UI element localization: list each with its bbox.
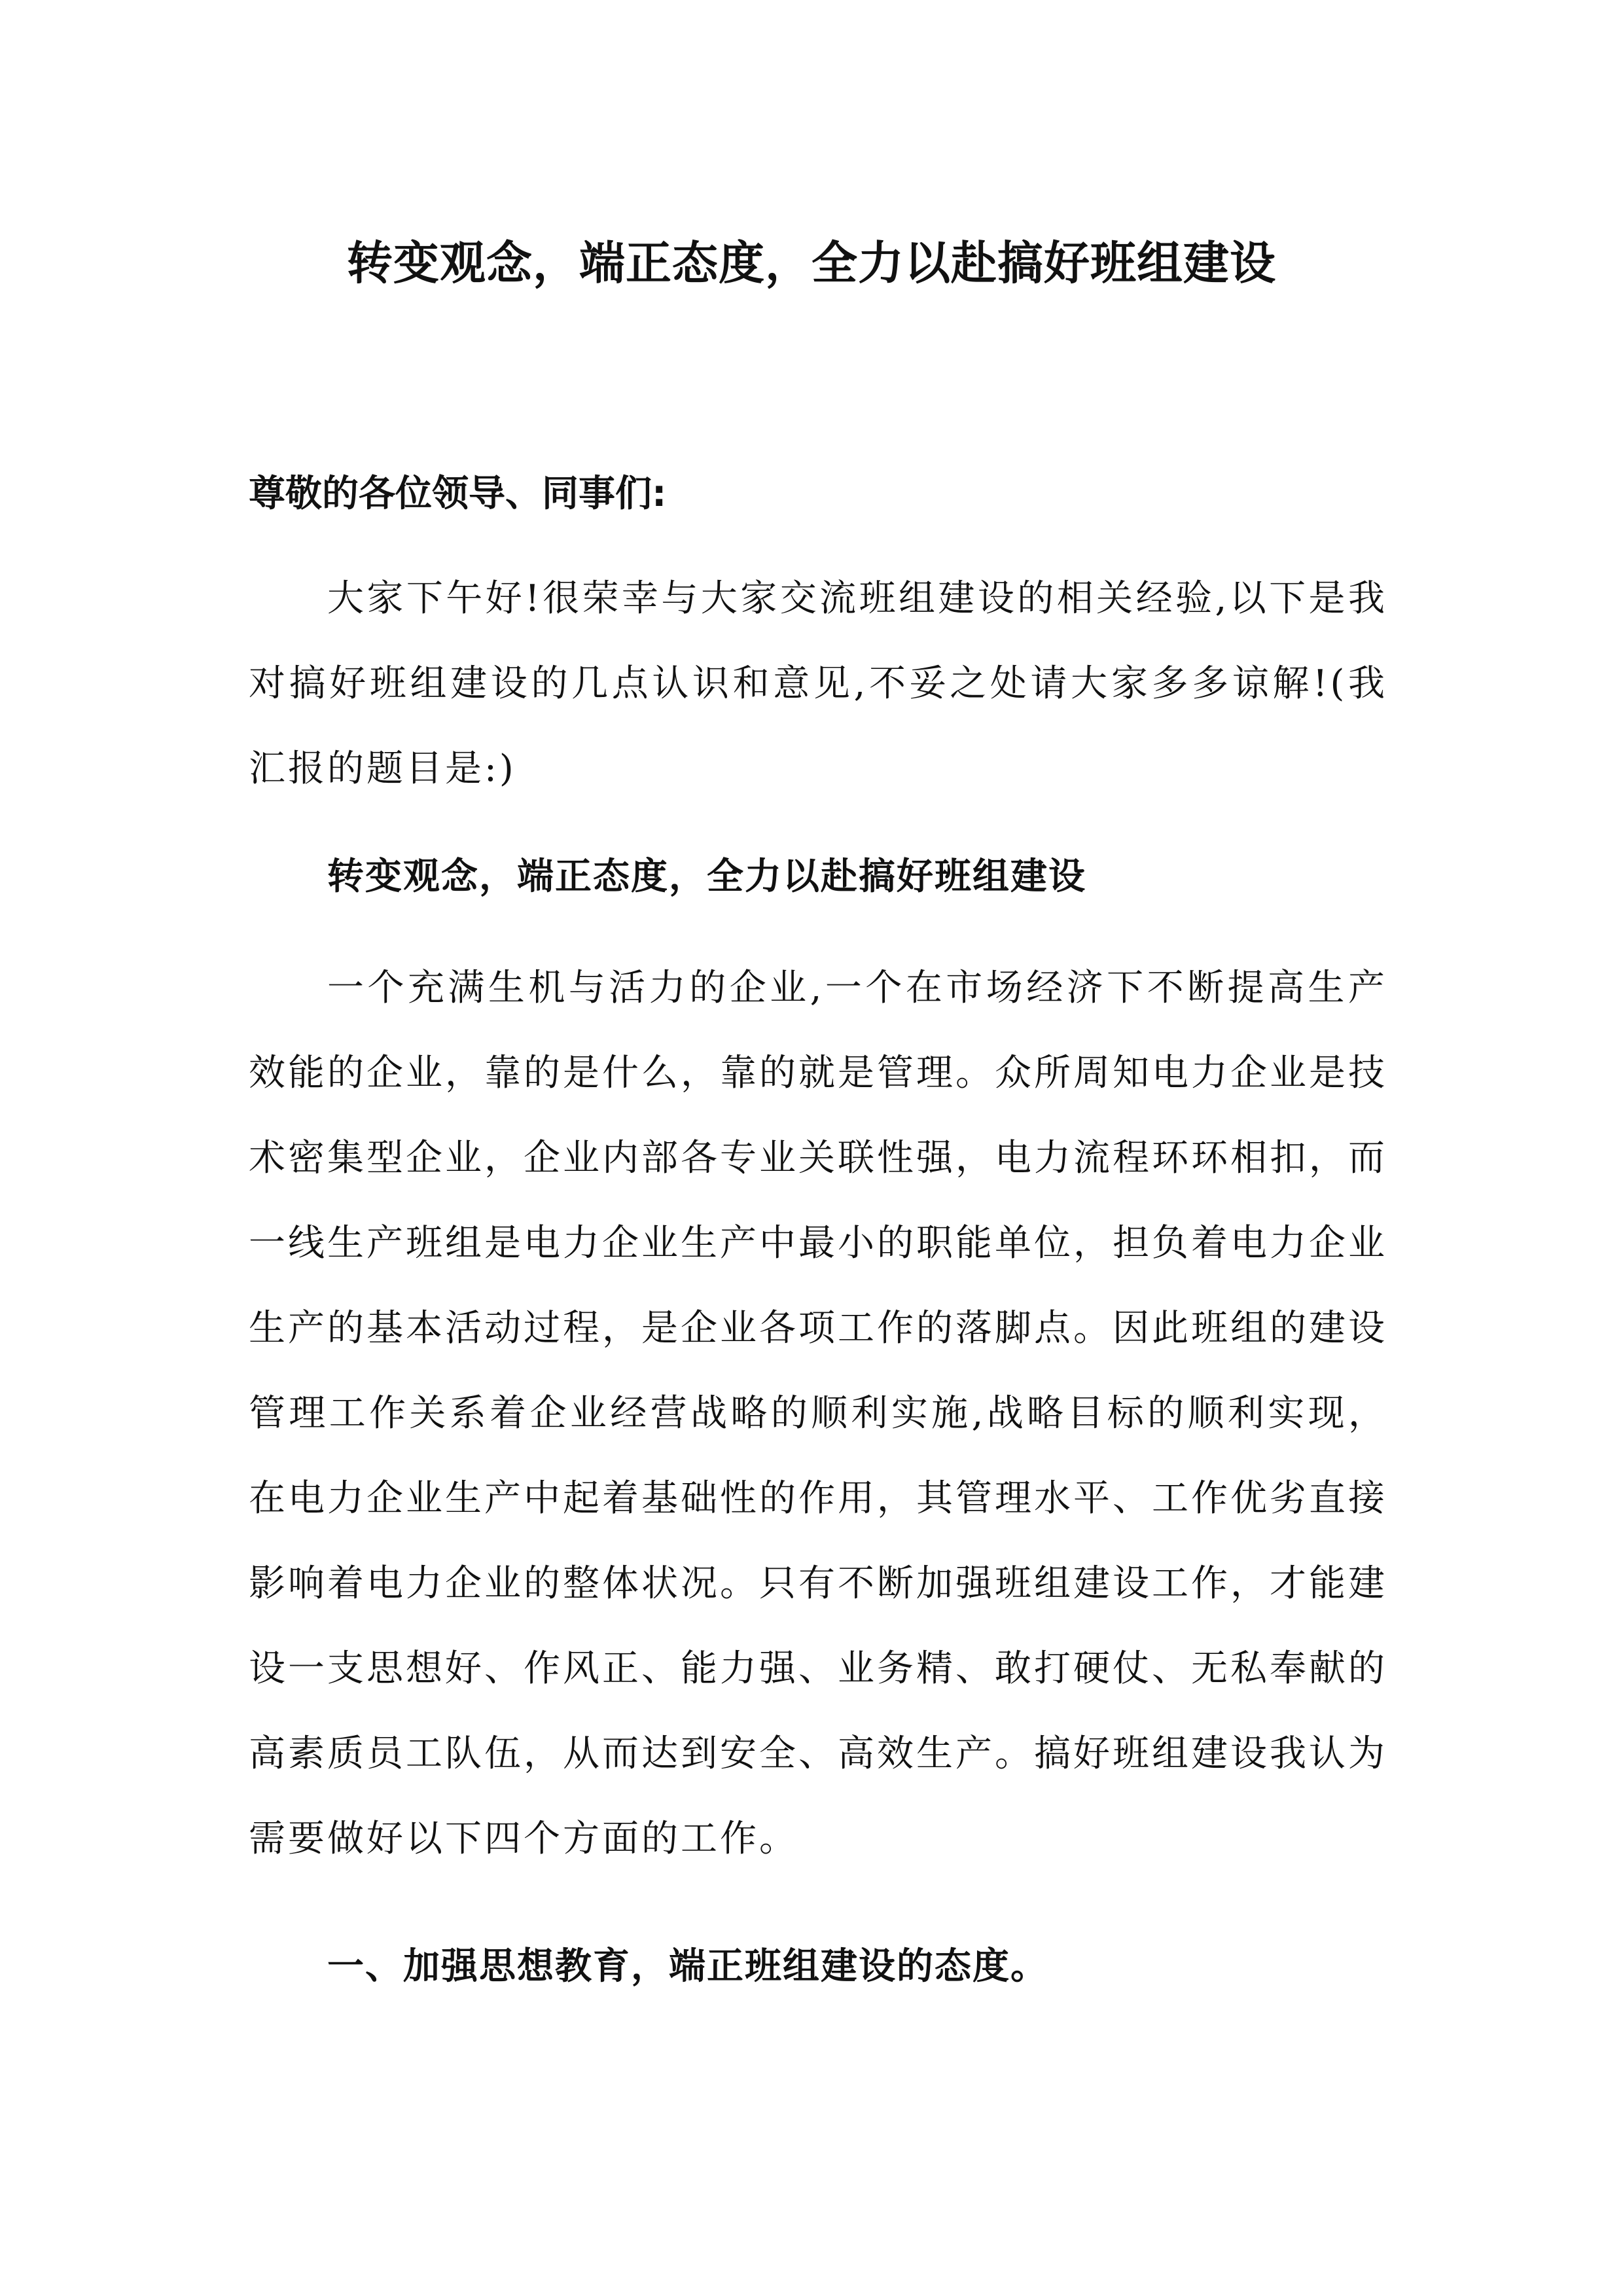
report-title-line: 转变观念，端正态度，全力以赴搞好班组建设	[327, 855, 1086, 898]
document-title: 转变观念，端正态度，全力以赴搞好班组建设	[347, 236, 1276, 290]
salutation: 尊敬的各位领导、同事们:	[249, 473, 667, 515]
section-one-heading: 一、加强思想教育，端正班组建设的态度。	[327, 1945, 1048, 1988]
intro-paragraph: 大家下午好!很荣幸与大家交流班组建设的相关经验,以下是我对搞好班组建设的几点认识和意见,不妥之处请大家多多谅解!(我汇报的题目是:)	[249, 577, 1387, 790]
main-paragraph: 一个充满生机与活力的企业,一个在市场经济下不断提高生产效能的企业，靠的是什么，靠的就是管理。众所周知电力企业是技术密集型企业，企业内部各专业关联性强，电力流程环环相扣，而一线生产班组是电力企业生产中最小的职能单位，担负着电力企业生产的基本活动过程，是企业各项工作的落脚点。因此班组的建设管理工作关系着企业经营战略的顺利实施,战略目标的顺利实现，在电力企业生产中起着基础性的作用，其管理水平、工作优劣直接影响着电力企业的整体状况。只有不断加强班组建设工作，才能建设一支思想好、作风正、能力强、业务精、敢打硬仗、无私奉献的高素质员工队伍，从而达到安全、高效生产。搞好班组建设我认为需要做好以下四个方面的工作。	[249, 967, 1387, 1860]
